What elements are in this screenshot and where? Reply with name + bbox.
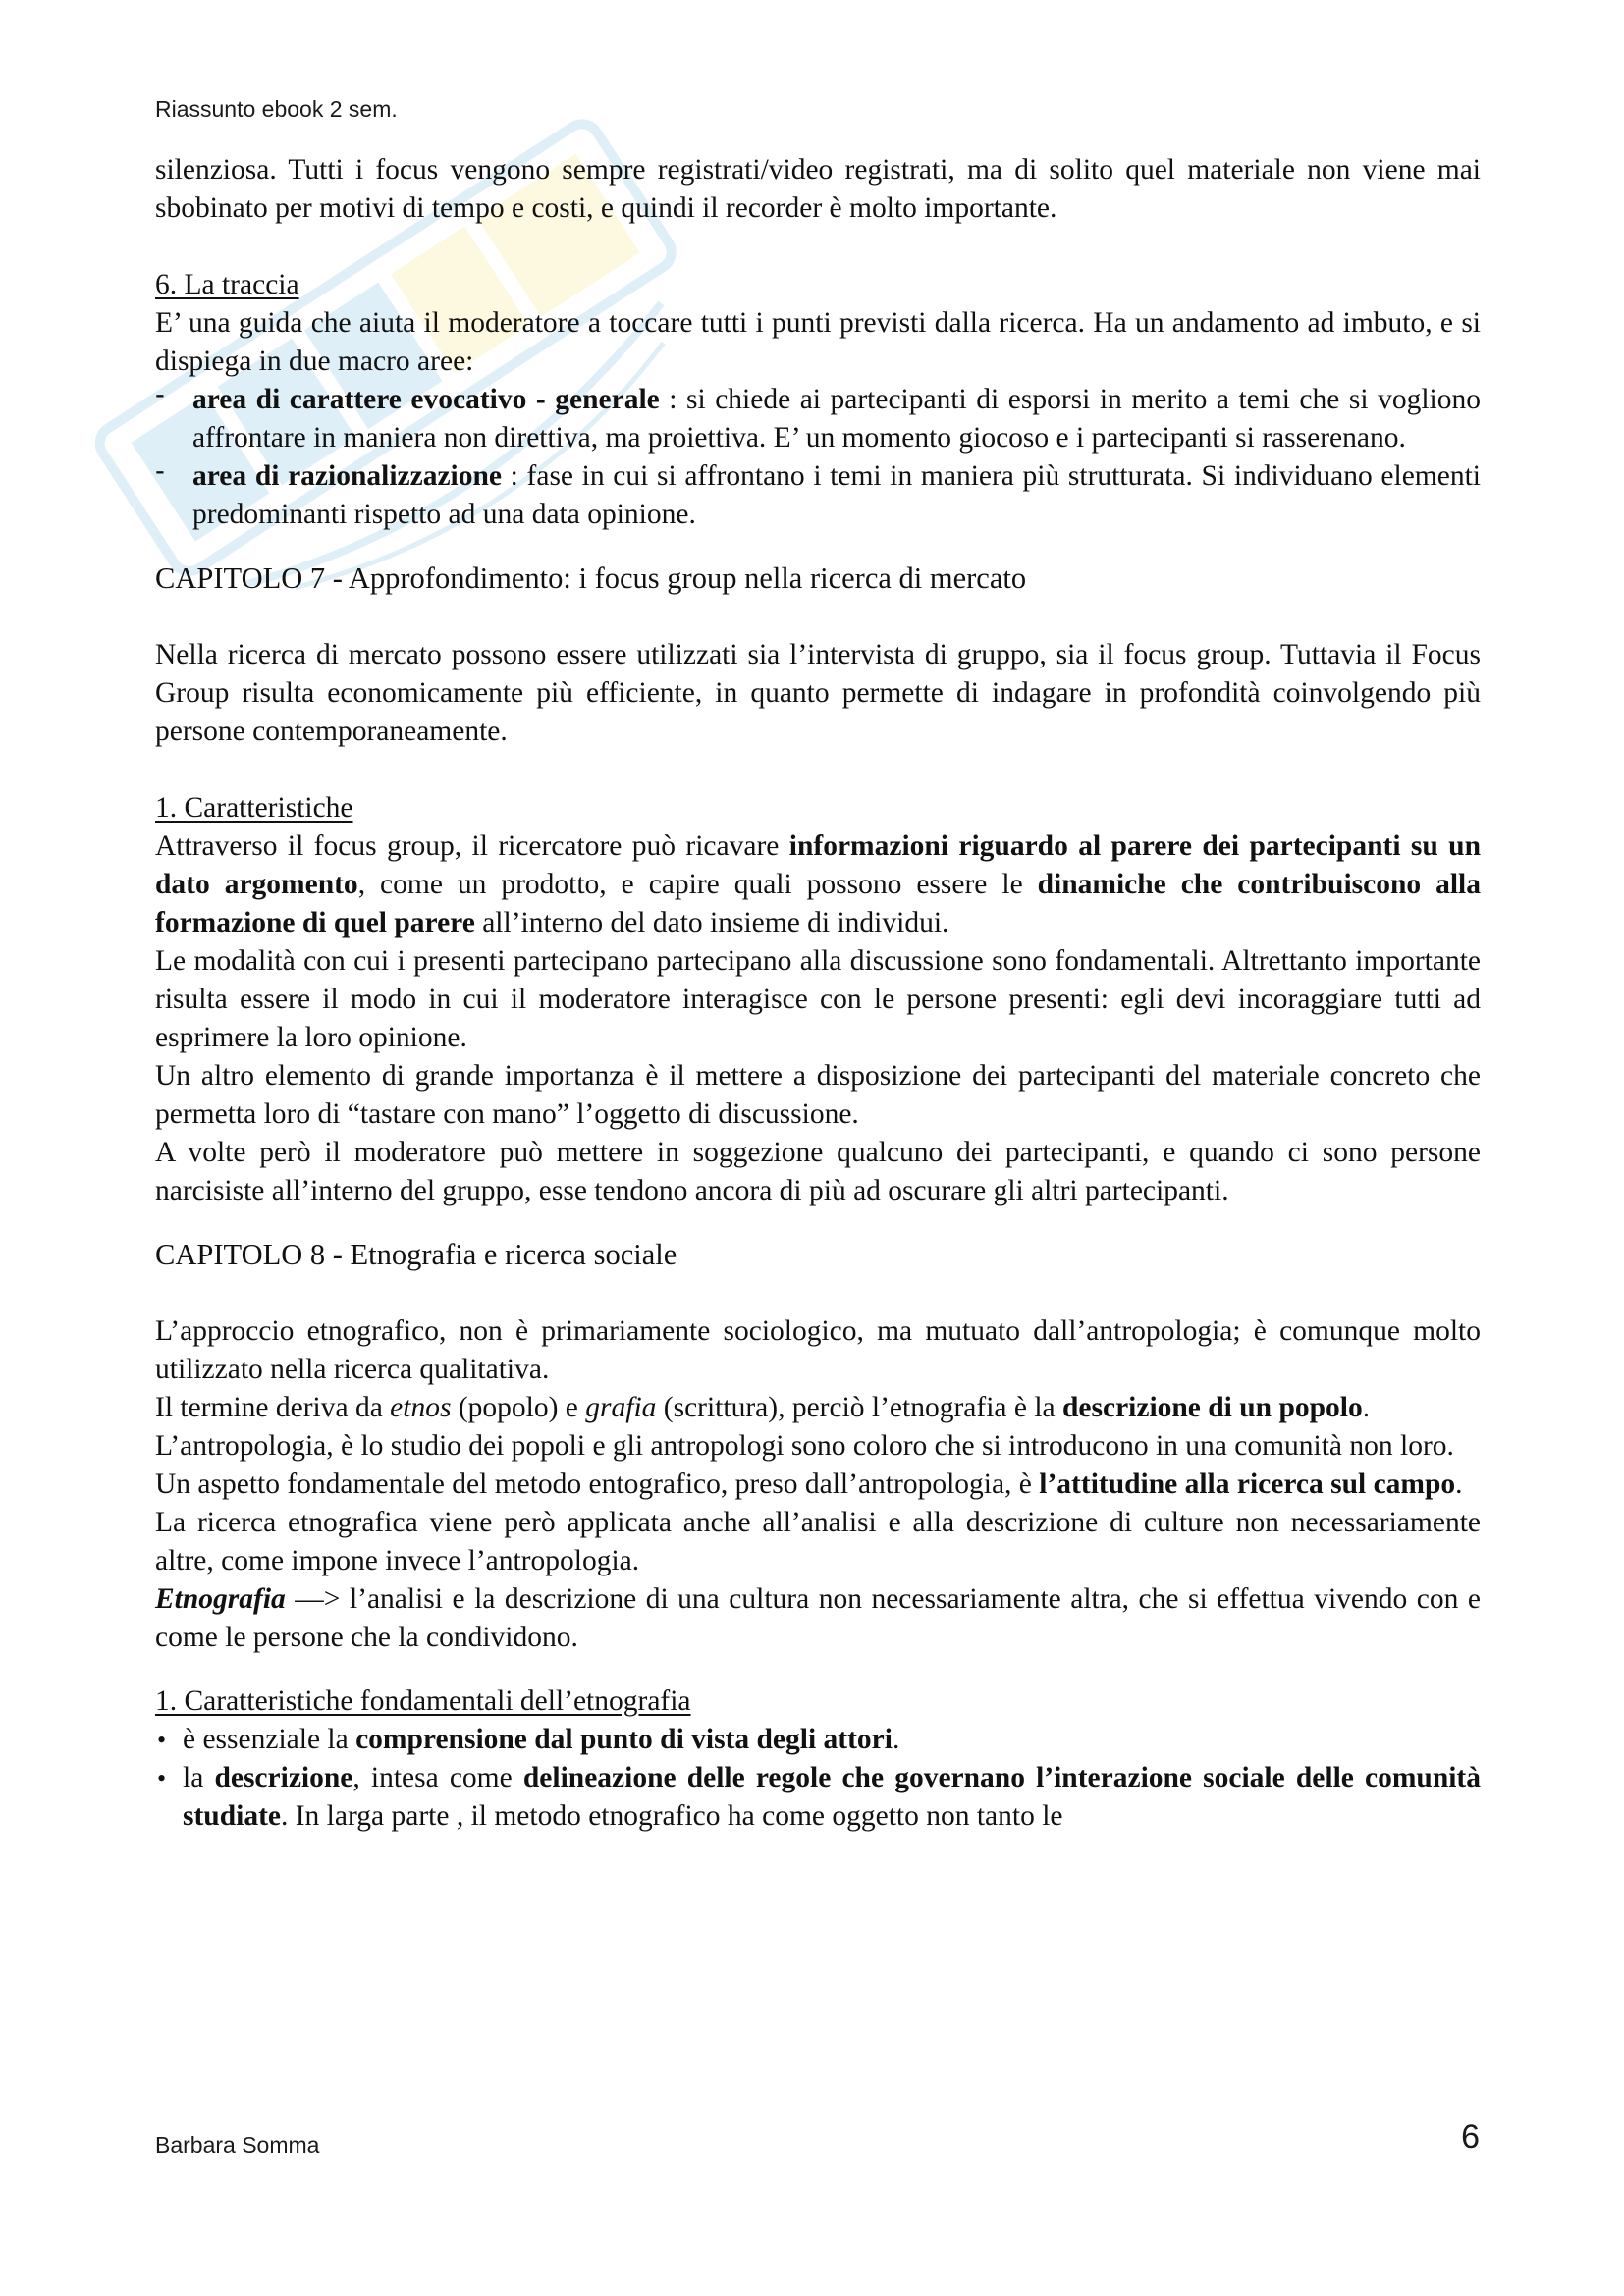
cap8-paragraph-6 — [155, 1580, 1481, 1657]
section-heading-caratteristiche: 1. Caratteristiche — [155, 792, 353, 824]
cap7-paragraph-2 — [155, 828, 1481, 942]
list-item — [155, 454, 1481, 534]
list-item-term: area di carattere evocativo - generale — [192, 384, 660, 415]
text-run: Il termine deriva da — [155, 1392, 391, 1423]
cap7-paragraph-5: A volte però il moderatore può mettere in soggezione qualcuno dei partecipanti, e quando ci sono persone narcisiste all’interno del gruppo, esse tendono ancora di più ad oscurare gli altri partecipanti. — [155, 1137, 1481, 1206]
italic-run: etnos — [390, 1392, 452, 1423]
document-body — [155, 151, 1481, 1836]
text-run: . — [1362, 1392, 1371, 1423]
cap8-paragraph-2 — [155, 1389, 1481, 1427]
bold-run: descrizione — [214, 1762, 353, 1793]
running-footer: Barbara Somma — [155, 2132, 320, 2158]
text-run: —> l’analisi e la descrizione di una cultura non necessariamente altra, che si effettua vivendo con e come le persone che la condividono. — [155, 1583, 1481, 1653]
section-heading-caratteristiche-etnografia: 1. Caratteristiche fondamentali dell’etnografia — [155, 1685, 691, 1717]
page-number: 6 — [1461, 2118, 1480, 2156]
text-run: , come un prodotto, e capire quali possono essere le — [357, 869, 1038, 900]
text-run: (popolo) e — [451, 1392, 586, 1423]
list-item — [155, 1721, 1481, 1759]
traccia-paragraph: E’ una guida che aiuta il moderatore a toccare tutti i punti previsti dalla ricerca. Ha un andamento ad imbuto, e si dispiega in due macro aree: — [155, 307, 1481, 377]
text-run: Attraverso il focus group, il ricercatore può ricavare — [155, 830, 789, 862]
text-run: Un aspetto fondamentale del metodo entografico, preso dall’antropologia, è — [155, 1468, 1040, 1500]
bold-run: comprensione dal punto di vista degli attori — [355, 1724, 893, 1755]
cap8-paragraph-4 — [155, 1466, 1481, 1504]
cap8-paragraph-5: La ricerca etnografica viene però applicata anche all’analisi e alla descrizione di culture non necessariamente altre, come impone invece l’antropologia. — [155, 1507, 1481, 1576]
text-run: la — [183, 1762, 215, 1793]
list-item — [155, 378, 1481, 457]
bold-run: delineazione delle regole che governano l’interazione sociale delle comunità studiate — [183, 1762, 1482, 1832]
bullet-marker: • — [157, 1764, 167, 1792]
list-item-text: : fase in cui si affrontano i temi in maniera più strutturata. Si individuano elementi predominanti rispetto ad una data opinione. — [192, 460, 1481, 530]
etnografia-list — [155, 1721, 1481, 1836]
section-heading-traccia: 6. La traccia — [155, 269, 299, 300]
italic-run: grafia — [585, 1392, 657, 1423]
cap7-paragraph-4: Un altro elemento di grande importanza è il mettere a disposizione dei partecipanti del materiale concreto che permetta loro di “tastare con mano” l’oggetto di discussione. — [155, 1060, 1481, 1130]
dash-marker: - — [155, 454, 165, 487]
traccia-list — [155, 378, 1481, 534]
list-item — [155, 1759, 1481, 1836]
chapter-heading-7: CAPITOLO 7 - Approfondimento: i focus group nella ricerca di mercato — [155, 561, 1027, 595]
intro-paragraph: silenziosa. Tutti i focus vengono sempre registrati/video registrati, ma di solito quel materiale non viene mai sbobinato per motivi di tempo e costi, e quindi il recorder è molto importante. — [155, 154, 1481, 224]
text-run: . — [892, 1724, 900, 1755]
chapter-heading-8: CAPITOLO 8 - Etnografia e ricerca sociale — [155, 1238, 677, 1271]
text-run: . — [1455, 1468, 1463, 1500]
bold-run: descrizione di un popolo — [1062, 1392, 1363, 1423]
cap7-paragraph-1: Nella ricerca di mercato possono essere utilizzati sia l’intervista di gruppo, sia il focus group. Tuttavia il Focus Group risulta economicamente più efficiente, in quanto permette di indagare in profondità coinvolgendo più persone contemporaneamente. — [155, 639, 1481, 747]
running-header: Riassunto ebook 2 sem. — [155, 96, 398, 122]
cap7-paragraph-3: Le modalità con cui i presenti partecipano partecipano alla discussione sono fondamentali. Altrettanto importante risulta essere il modo in cui il moderatore interagisce con le persone presenti: egli devi incoraggiare tutti ad esprimere la loro opinione. — [155, 945, 1481, 1053]
text-run: all’interno del dato insieme di individui. — [474, 907, 949, 938]
text-run: , intesa come — [352, 1762, 523, 1793]
text-run: è essenziale la — [183, 1724, 356, 1755]
text-run: (scrittura), perciò l’etnografia è la — [656, 1392, 1062, 1423]
bold-italic-run: Etnografia — [155, 1583, 286, 1615]
bold-run: dinamiche che contribuiscono alla formazione di quel parere — [155, 869, 1481, 938]
bold-run: l’attitudine alla ricerca sul campo — [1039, 1468, 1456, 1500]
cap8-paragraph-1: L’approccio etnografico, non è primariamente sociologico, ma mutuato dall’antropologia; è comunque molto utilizzato nella ricerca qualitativa. — [155, 1315, 1481, 1385]
bullet-marker: • — [157, 1726, 167, 1754]
text-run: . In larga parte , il metodo etnografico ha come oggetto non tanto le — [280, 1800, 1063, 1832]
list-item-term: area di razionalizzazione — [192, 460, 502, 492]
list-item-text: : si chiede ai partecipanti di esporsi in merito a temi che si vogliono affrontare in maniera non direttiva, ma proiettiva. E’ un momento giocoso e i partecipanti si rasserenano. — [192, 384, 1481, 454]
bold-run: informazioni riguardo al parere dei partecipanti su un dato argomento — [155, 830, 1481, 900]
cap8-paragraph-3: L’antropologia, è lo studio dei popoli e gli antropologi sono coloro che si introducono in una comunità non loro. — [155, 1430, 1454, 1462]
dash-marker: - — [155, 378, 165, 410]
